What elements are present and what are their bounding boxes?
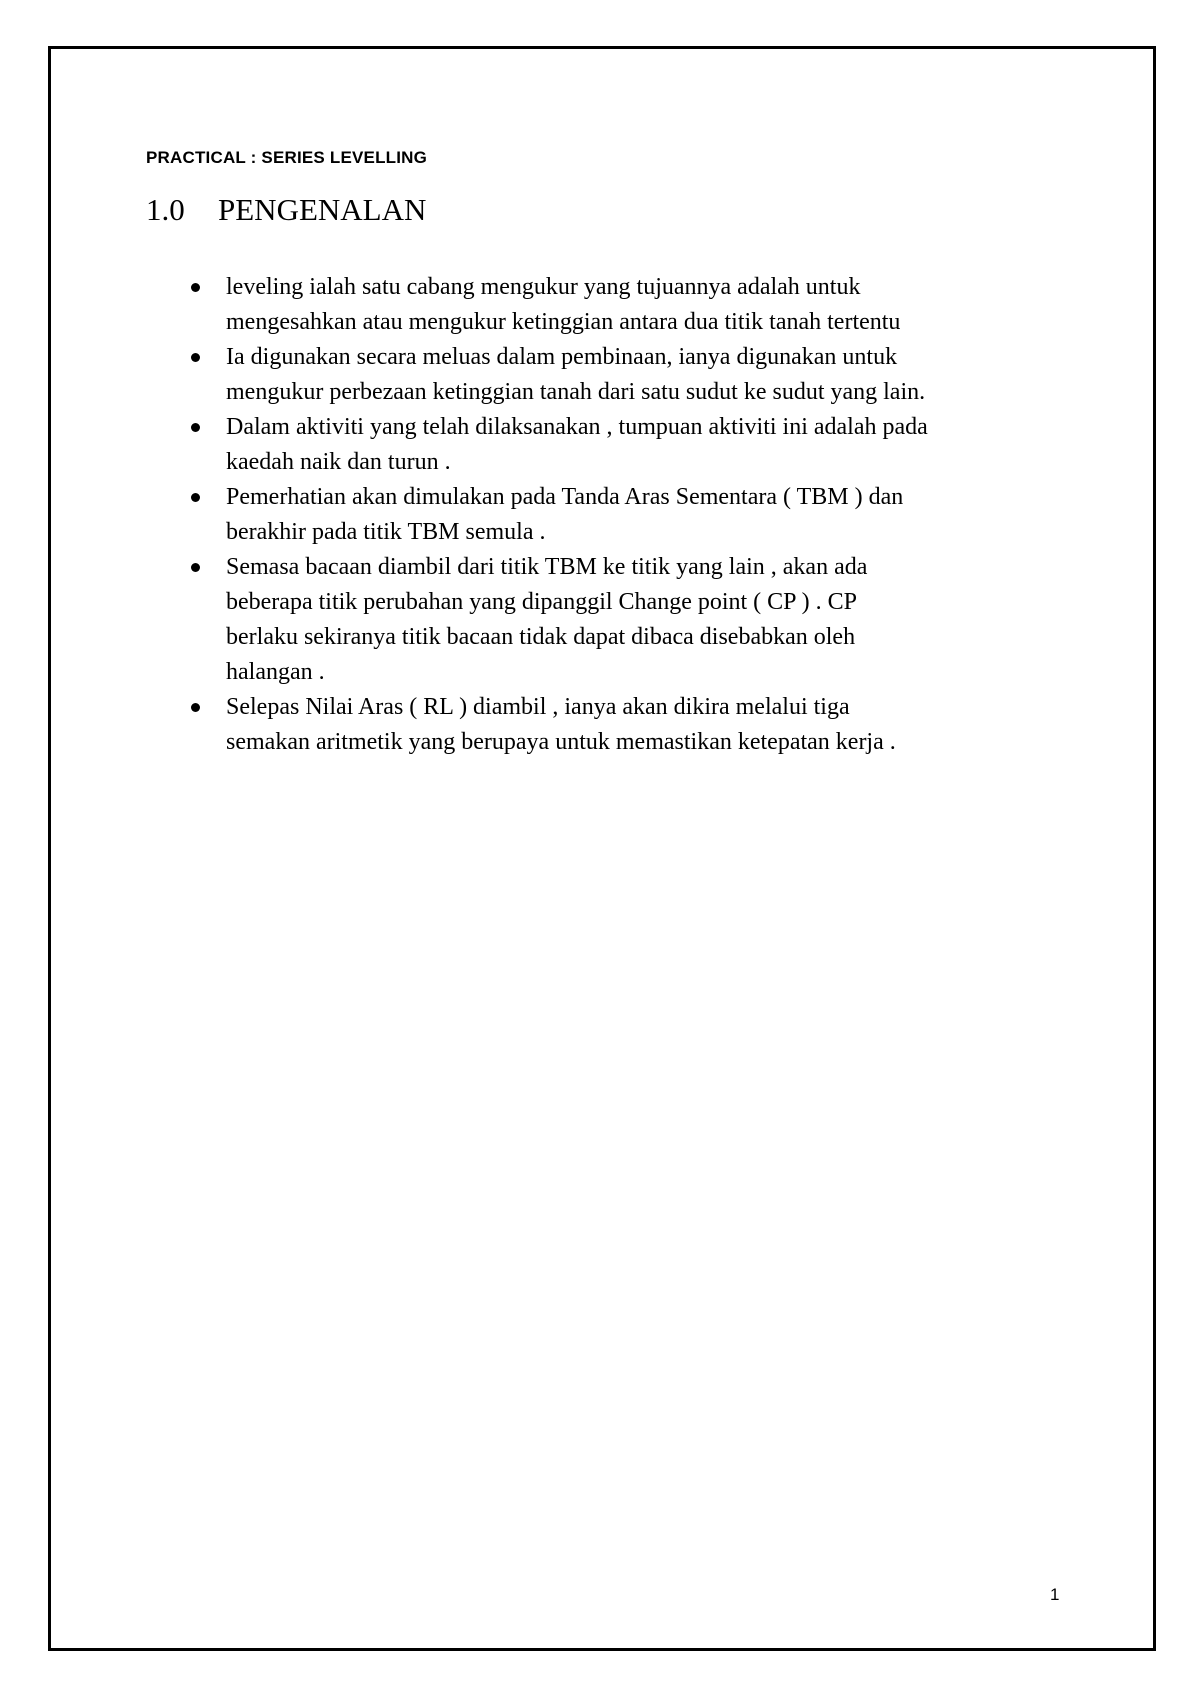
bullet-line: berlaku sekiranya titik bacaan tidak dapat dibaca disebabkan oleh bbox=[226, 624, 856, 650]
bullet-dot-icon bbox=[191, 423, 200, 432]
bullet-line: Semasa bacaan diambil dari titik TBM ke titik yang lain , akan ada bbox=[226, 554, 868, 580]
section-heading bbox=[146, 192, 426, 228]
bullet-list bbox=[186, 270, 1086, 760]
bullet-dot-icon bbox=[191, 493, 200, 502]
bullet-line: leveling ialah satu cabang mengukur yang tujuannya adalah untuk bbox=[226, 274, 861, 300]
bullet-item bbox=[186, 690, 1086, 760]
bullet-item bbox=[186, 340, 1086, 410]
bullet-line: Ia digunakan secara meluas dalam pembinaan, ianya digunakan untuk bbox=[226, 344, 898, 370]
section-title: PENGENALAN bbox=[218, 192, 427, 227]
bullet-line: Selepas Nilai Aras ( RL ) diambil , ianya akan dikira melalui tiga bbox=[226, 694, 850, 720]
bullet-dot-icon bbox=[191, 283, 200, 292]
bullet-line: mengukur perbezaan ketinggian tanah dari satu sudut ke sudut yang lain. bbox=[226, 379, 926, 405]
bullet-line: Pemerhatian akan dimulakan pada Tanda Aras Sementara ( TBM ) dan bbox=[226, 484, 904, 510]
bullet-dot-icon bbox=[191, 703, 200, 712]
bullet-item bbox=[186, 480, 1086, 550]
bullet-item bbox=[186, 270, 1086, 340]
bullet-item bbox=[186, 550, 1086, 690]
bullet-line: berakhir pada titik TBM semula . bbox=[226, 519, 546, 545]
bullet-dot-icon bbox=[191, 353, 200, 362]
bullet-line: Dalam aktiviti yang telah dilaksanakan , tumpuan aktiviti ini adalah pada bbox=[226, 414, 928, 440]
page-number: 1 bbox=[1050, 1585, 1060, 1604]
bullet-line: halangan . bbox=[226, 659, 325, 685]
bullet-line: semakan aritmetik yang berupaya untuk memastikan ketepatan kerja . bbox=[226, 729, 896, 755]
section-number: 1.0 bbox=[146, 192, 185, 227]
bullet-line: mengesahkan atau mengukur ketinggian antara dua titik tanah tertentu bbox=[226, 309, 901, 335]
document-header-label: PRACTICAL : SERIES LEVELLING bbox=[146, 148, 428, 167]
bullet-line: beberapa titik perubahan yang dipanggil Change point ( CP ) . CP bbox=[226, 589, 857, 615]
bullet-line: kaedah naik dan turun . bbox=[226, 449, 451, 475]
bullet-dot-icon bbox=[191, 563, 200, 572]
bullet-item bbox=[186, 410, 1086, 480]
